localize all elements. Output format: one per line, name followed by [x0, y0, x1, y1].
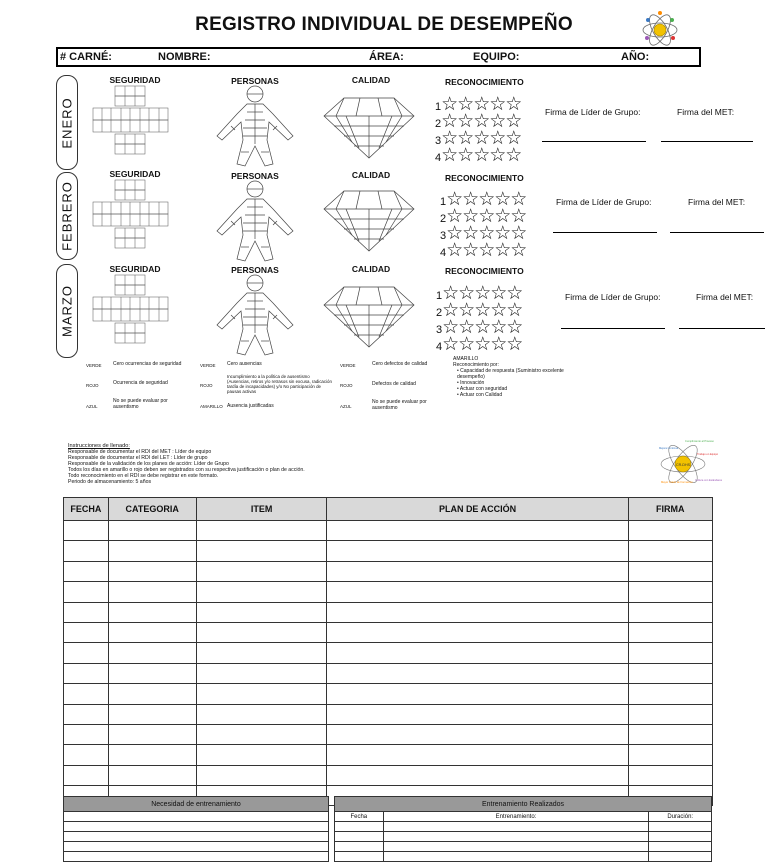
col-plan-accion: PLAN DE ACCIÓN: [327, 498, 628, 521]
instruction-line: Todos los días en amarillo o rojo deben ser registrados con su respectiva justificación o plan de acción.: [68, 467, 305, 473]
table-cell[interactable]: [108, 663, 196, 683]
company-logo-icon: [640, 10, 680, 46]
table-row: [64, 663, 713, 683]
seguridad-title: SEGURIDAD: [109, 75, 161, 85]
table-row: [335, 852, 712, 862]
month-label-marzo: MARZO: [59, 285, 75, 337]
table-row: [64, 602, 713, 622]
instruction-line: Responsable de la validación de los planes de acción: Líder de Grupo: [68, 461, 229, 467]
table-cell[interactable]: [64, 852, 329, 862]
instructions-block: [68, 443, 388, 485]
calidad-diamond: [326, 189, 416, 253]
table-cell[interactable]: [628, 582, 712, 602]
reconocimiento-title: RECONOCIMIENTO: [445, 173, 524, 183]
star-row: 4☆☆☆☆☆: [436, 334, 523, 355]
leader-signature-line[interactable]: [561, 328, 665, 329]
table-cell[interactable]: [196, 582, 327, 602]
star-row: 4☆☆☆☆☆: [440, 240, 527, 261]
table-cell[interactable]: [327, 663, 628, 683]
table-cell[interactable]: [327, 724, 628, 744]
table-cell[interactable]: [108, 561, 196, 581]
star-row: 3☆☆☆☆☆: [436, 317, 523, 338]
table-row: [64, 832, 329, 842]
table-cell[interactable]: [196, 561, 327, 581]
personas-figure: [213, 275, 297, 357]
reconocimiento-title: RECONOCIMIENTO: [445, 266, 524, 276]
table-cell[interactable]: [335, 842, 384, 852]
table-cell[interactable]: [196, 663, 327, 683]
legend-seguridad: VERDE Cero ocurrencias de seguridad ROJO Ocurrencia de seguridad AZUL No se puede evaluar por ausentismo: [86, 361, 182, 410]
month-label-enero: ENERO: [59, 96, 75, 149]
table-cell[interactable]: [64, 832, 329, 842]
leader-signature-line[interactable]: [542, 141, 646, 142]
nombre-field-label: NOMBRE:: [158, 51, 211, 63]
met-signature-label: Firma del MET:: [696, 292, 754, 302]
reconocimiento-title: RECONOCIMIENTO: [445, 77, 524, 87]
table-cell[interactable]: [64, 561, 109, 581]
table-cell[interactable]: [383, 832, 649, 842]
table-cell[interactable]: [327, 745, 628, 765]
calidad-title: CALIDAD: [351, 170, 391, 180]
table-row: [335, 842, 712, 852]
leader-signature-label: Firma de Líder de Grupo:: [565, 292, 661, 302]
table-row: [64, 684, 713, 704]
table-row: [64, 842, 329, 852]
leader-signature-label: Firma de Líder de Grupo:: [545, 107, 641, 117]
table-cell[interactable]: [108, 765, 196, 785]
month-tab-marzo: [56, 264, 78, 358]
instruction-line: Todo reconocimiento en el RDI se debe registrar en este formato.: [68, 473, 219, 479]
seguridad-title: SEGURIDAD: [109, 264, 161, 274]
instruction-line: Periodo de almacenamiento: 5 años: [68, 479, 152, 485]
table-cell[interactable]: [327, 561, 628, 581]
table-cell[interactable]: [64, 643, 109, 663]
table-row: [64, 852, 329, 862]
leader-signature-line[interactable]: [553, 232, 657, 233]
seguridad-title: SEGURIDAD: [109, 169, 161, 179]
table-row: [64, 561, 713, 581]
table-cell[interactable]: [628, 704, 712, 724]
table-cell[interactable]: [628, 724, 712, 744]
met-signature-line[interactable]: [679, 328, 765, 329]
table-cell[interactable]: [649, 852, 712, 862]
training-done-table: [334, 796, 712, 862]
col-categoria: CATEGORIA: [108, 498, 196, 521]
col-training-name: Entrenamiento:: [383, 812, 649, 822]
table-cell[interactable]: [196, 622, 327, 642]
table-cell[interactable]: [64, 842, 329, 852]
met-signature-line[interactable]: [670, 232, 764, 233]
table-cell[interactable]: [628, 622, 712, 642]
legend-reconocimiento: AMARILLO Reconocimiento por: • Capacidad de respuesta (Suministro excelente desempeño) • Innovación • Actuar con seguridad • Actuar con Calidad: [453, 356, 564, 398]
table-cell[interactable]: [196, 724, 327, 744]
personas-figure: [213, 86, 297, 168]
svg-text:Mayor Grado de Formación: Mayor Grado de Formación: [661, 481, 693, 484]
table-cell[interactable]: [649, 832, 712, 842]
instruction-line: Responsable de documentar el RDI del MET : Líder de equipo: [68, 449, 212, 455]
month-tab-enero: [56, 75, 78, 170]
svg-text:Mejora Continua: Mejora Continua: [659, 447, 679, 450]
svg-text:Cultura con Estándares: Cultura con Estándares: [695, 479, 723, 482]
table-cell[interactable]: [64, 582, 109, 602]
table-cell[interactable]: [108, 684, 196, 704]
table-cell[interactable]: [108, 643, 196, 663]
table-cell[interactable]: [628, 643, 712, 663]
table-cell[interactable]: [196, 684, 327, 704]
table-cell[interactable]: [628, 765, 712, 785]
table-cell[interactable]: [628, 745, 712, 765]
table-cell[interactable]: [628, 561, 712, 581]
met-signature-line[interactable]: [661, 141, 753, 142]
table-cell[interactable]: [383, 822, 649, 832]
table-cell[interactable]: [64, 822, 329, 832]
table-cell[interactable]: [327, 541, 628, 561]
table-cell[interactable]: [108, 724, 196, 744]
table-cell[interactable]: [108, 541, 196, 561]
table-cell[interactable]: [649, 842, 712, 852]
svg-text:CR-DHS: CR-DHS: [676, 463, 690, 467]
legend-personas: VERDE Cero ausencias ROJO Incumplimiento a la política de ausentismo (Ausencias, retiros y/o retrasos sin excusa, radicación tardía de incapacidades) y/o No participación de pausas activas AMARILLO Ausencia justificadas: [200, 361, 332, 409]
star-row: 1☆☆☆☆☆: [435, 94, 522, 115]
table-row: [335, 832, 712, 842]
met-signature-label: Firma del MET:: [688, 197, 746, 207]
table-cell[interactable]: [327, 684, 628, 704]
table-cell[interactable]: [327, 582, 628, 602]
training-needed-table: [63, 796, 329, 862]
table-row: [64, 822, 329, 832]
table-cell[interactable]: [196, 745, 327, 765]
table-cell[interactable]: [327, 643, 628, 663]
seguridad-cross-grid: [93, 86, 169, 156]
table-cell[interactable]: [628, 684, 712, 704]
seguridad-cross-grid: [93, 275, 169, 345]
table-row: [335, 822, 712, 832]
table-row: [64, 765, 713, 785]
col-training-duration: Duración:: [649, 812, 712, 822]
table-cell[interactable]: [108, 622, 196, 642]
table-cell[interactable]: [383, 852, 649, 862]
personas-figure: [213, 181, 297, 263]
instruction-line: Responsable de documentar el RDI del LET : Líder de grupo: [68, 455, 208, 461]
month-tab-febrero: [56, 172, 78, 260]
table-cell[interactable]: [108, 745, 196, 765]
table-cell[interactable]: [64, 602, 109, 622]
met-signature-label: Firma del MET:: [677, 107, 735, 117]
star-row: 3☆☆☆☆☆: [435, 128, 522, 149]
col-item: ITEM: [196, 498, 327, 521]
table-cell[interactable]: [108, 521, 196, 541]
table-row: [64, 521, 713, 541]
table-cell[interactable]: [196, 521, 327, 541]
table-row: [64, 745, 713, 765]
table-cell[interactable]: [383, 842, 649, 852]
table-cell[interactable]: [649, 822, 712, 832]
equipo-field-label: EQUIPO:: [473, 51, 520, 63]
table-cell[interactable]: [628, 663, 712, 683]
svg-text:Trabajo en Equipo: Trabajo en Equipo: [697, 453, 719, 456]
table-cell[interactable]: [64, 541, 109, 561]
table-cell[interactable]: [64, 521, 109, 541]
table-cell[interactable]: [196, 704, 327, 724]
table-row: [64, 704, 713, 724]
training-done-title: Entrenamiento Realizados: [335, 797, 712, 812]
table-cell[interactable]: [335, 832, 384, 842]
personas-title: PERSONAS: [231, 265, 279, 275]
table-cell[interactable]: [327, 765, 628, 785]
table-cell[interactable]: [196, 765, 327, 785]
table-row: [64, 724, 713, 744]
table-cell[interactable]: [628, 602, 712, 622]
training-needed-title: Necesidad de entrenamiento: [64, 797, 329, 812]
table-cell[interactable]: [196, 643, 327, 663]
header-fields-bar: [56, 47, 701, 67]
table-cell[interactable]: [628, 521, 712, 541]
star-row: 2☆☆☆☆☆: [440, 206, 527, 227]
table-row: [64, 582, 713, 602]
table-cell[interactable]: [108, 704, 196, 724]
table-cell[interactable]: [64, 745, 109, 765]
table-cell[interactable]: [64, 704, 109, 724]
action-plan-table: [63, 497, 713, 806]
table-cell[interactable]: [108, 602, 196, 622]
star-row: 2☆☆☆☆☆: [435, 111, 522, 132]
table-cell[interactable]: [196, 602, 327, 622]
table-cell[interactable]: [64, 724, 109, 744]
table-cell[interactable]: [64, 622, 109, 642]
table-cell[interactable]: [335, 852, 384, 862]
star-row: 3☆☆☆☆☆: [440, 223, 527, 244]
leader-signature-label: Firma de Líder de Grupo:: [556, 197, 652, 207]
star-row: 2☆☆☆☆☆: [436, 300, 523, 321]
table-row: [64, 643, 713, 663]
seguridad-cross-grid: [93, 180, 169, 250]
table-row: [64, 622, 713, 642]
table-cell[interactable]: [196, 541, 327, 561]
program-logo-icon: [655, 437, 723, 489]
col-firma: FIRMA: [628, 498, 712, 521]
svg-text:Cumplimiento al Proceso: Cumplimiento al Proceso: [685, 440, 714, 443]
calidad-diamond: [326, 285, 416, 349]
calidad-title: CALIDAD: [351, 264, 391, 274]
col-fecha: FECHA: [64, 498, 109, 521]
table-cell[interactable]: [327, 622, 628, 642]
table-cell[interactable]: [327, 602, 628, 622]
table-cell[interactable]: [64, 765, 109, 785]
table-cell[interactable]: [628, 541, 712, 561]
star-row: 4☆☆☆☆☆: [435, 145, 522, 166]
col-training-fecha: Fecha: [335, 812, 384, 822]
table-cell[interactable]: [64, 663, 109, 683]
table-row: [64, 812, 329, 822]
table-cell[interactable]: [335, 822, 384, 832]
star-row: 1☆☆☆☆☆: [440, 189, 527, 210]
month-label-febrero: FEBRERO: [59, 181, 75, 251]
table-cell[interactable]: [327, 521, 628, 541]
calidad-title: CALIDAD: [351, 75, 391, 85]
carne-field-label: # CARNÉ:: [60, 51, 112, 63]
star-row: 1☆☆☆☆☆: [436, 283, 523, 304]
legend-calidad: VERDE Cero defectos de calidad ROJO Defectos de calidad AZUL No se puede evaluar por ausentismo: [340, 361, 428, 411]
page-title: REGISTRO INDIVIDUAL DE DESEMPEÑO: [195, 14, 573, 35]
table-row: [64, 541, 713, 561]
table-cell[interactable]: [64, 684, 109, 704]
table-cell[interactable]: [108, 582, 196, 602]
personas-title: PERSONAS: [231, 171, 279, 181]
calidad-diamond: [326, 96, 416, 160]
table-cell[interactable]: [327, 704, 628, 724]
instructions-heading: Instrucciones de llenado:: [68, 443, 130, 449]
anio-field-label: AÑO:: [621, 51, 650, 63]
area-field-label: ÁREA:: [369, 51, 404, 63]
table-cell[interactable]: [64, 812, 329, 822]
personas-title: PERSONAS: [231, 76, 279, 86]
